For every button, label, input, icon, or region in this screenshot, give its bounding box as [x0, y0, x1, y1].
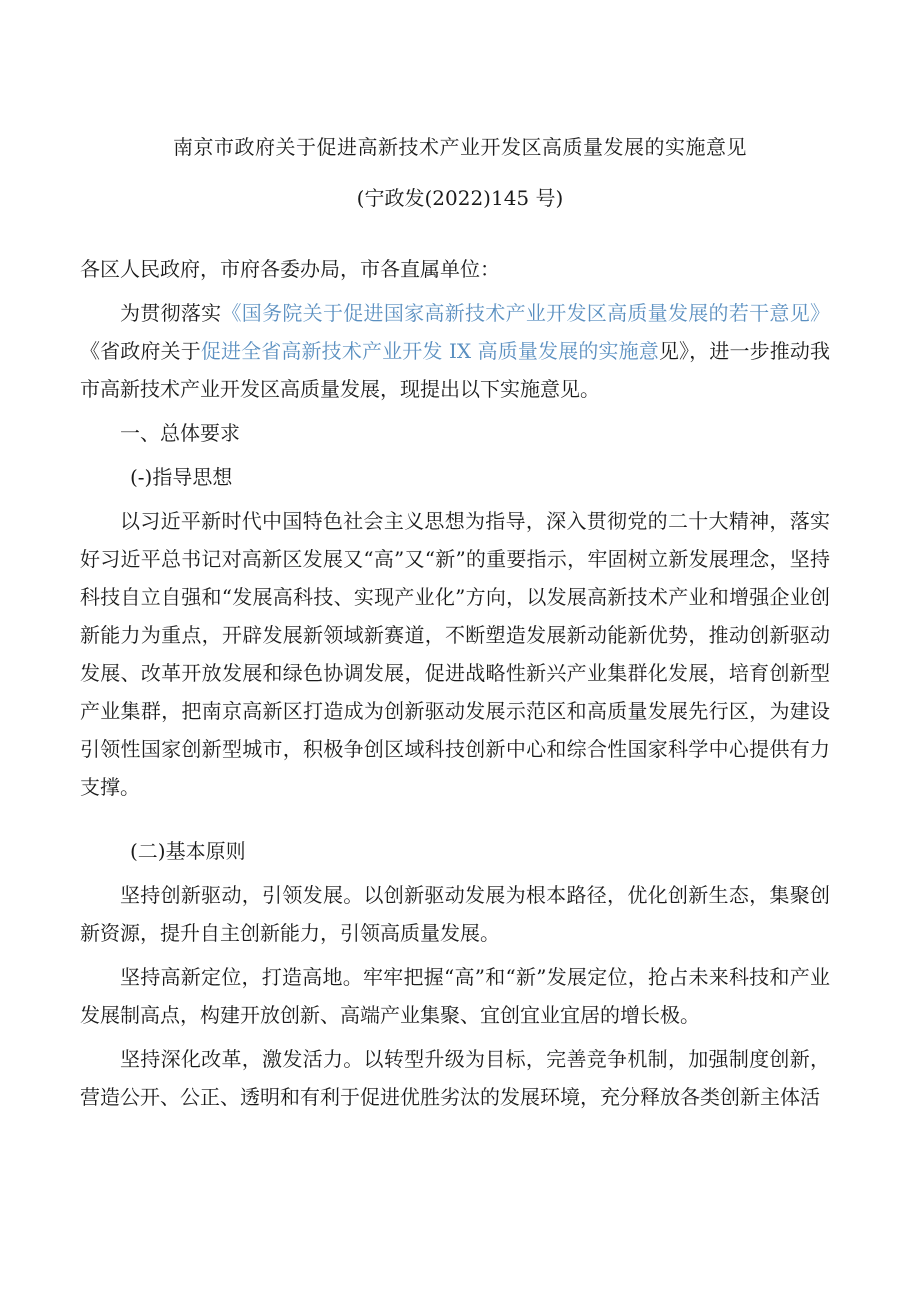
referenced-document-link-2[interactable]: 促进全省高新技术产业开发 IX 高质量发展的实施意 — [200, 339, 659, 363]
subsection-1-heading: (-)指导思想 — [130, 465, 233, 489]
intro-paragraph — [80, 294, 830, 408]
document-number: (宁政发(2022)145 号) — [356, 186, 564, 210]
subsection-2-heading: (二)基本原则 — [130, 839, 246, 863]
intro-prefix: 为贯彻落实 — [120, 301, 222, 325]
addressee: 各区人民政府，市府各委办局，市各直属单位： — [80, 257, 500, 281]
document-body — [80, 250, 830, 1122]
document-title: 南京市政府关于促进高新技术产业开发区高质量发展的实施意见 — [173, 135, 747, 159]
intro-mid: 《省政府关于 — [80, 339, 201, 363]
principle-1-paragraph: 坚持创新驱动，引领发展。以创新驱动发展为根本路径，优化创新生态，集聚创新资源，提升自主创新能力，引领高质量发展。 — [80, 883, 830, 945]
intro-suffix: 见》，进一步推动我市高新技术产业开发区高质量发展，现提出以下实施意见。 — [80, 339, 831, 401]
guiding-ideology-paragraph: 以习近平新时代中国特色社会主义思想为指导，深入贯彻党的二十大精神，落实好习近平总书记对高新区发展又“高”又“新”的重要指示，牢固树立新发展理念，坚持科技自立自强和“发展高科技、实现产业化”方向，以发展高新技术产业和增强企业创新能力为重点，开辟发展新领域新赛道，不断塑造发展新动能新优势，推动创新驱动发展、改革开放发展和绿色协调发展，促进战略性新兴产业集群化发展，培育创新型产业集群，把南京高新区打造成为创新驱动发展示范区和高质量发展先行区，为建设引领性国家创新型城市，积极争创区域科技创新中心和综合性国家科学中心提供有力支撑。 — [80, 509, 830, 799]
section-1-heading: 一、总体要求 — [120, 421, 240, 445]
referenced-document-link-1[interactable]: 《国务院关于促进国家高新技术产业开发区高质量发展的若干意见》 — [221, 301, 831, 325]
principle-2-paragraph: 坚持高新定位，打造高地。牢牢把握“高”和“新”发展定位，抢占未来科技和产业发展制高点，构建开放创新、高端产业集聚、宜创宜业宜居的增长极。 — [80, 965, 830, 1027]
principle-3-paragraph: 坚持深化改革，激发活力。以转型升级为目标，完善竞争机制，加强制度创新，营造公开、公正、透明和有利于促进优胜劣汰的发展环境，充分释放各类创新主体活 — [80, 1047, 830, 1109]
